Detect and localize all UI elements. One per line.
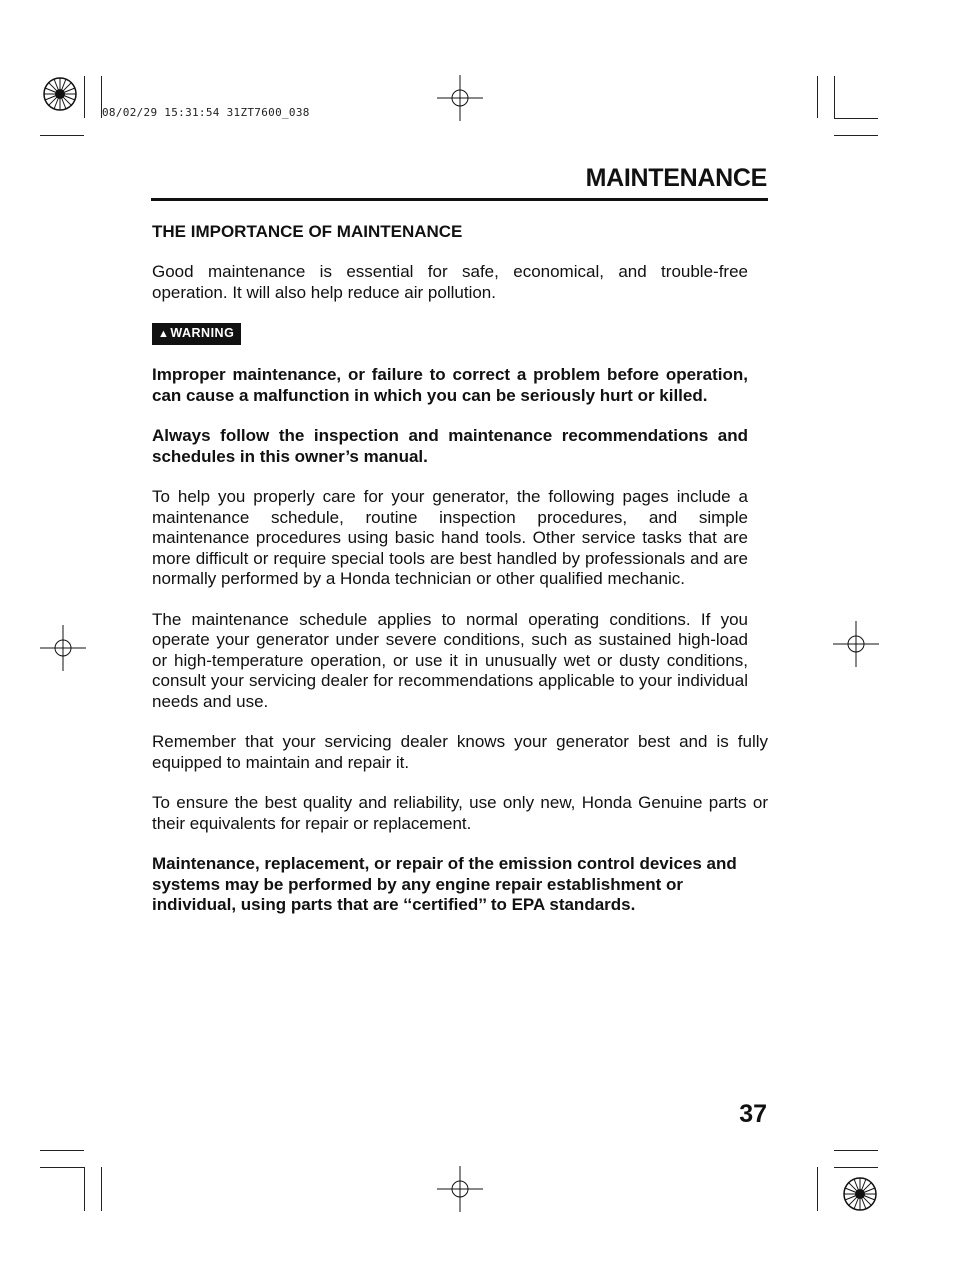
page-body — [152, 222, 768, 936]
warning-label-text: WARNING — [170, 326, 235, 340]
crosshair-icon — [437, 1166, 483, 1212]
crosshair-icon — [437, 75, 483, 121]
title-divider — [151, 198, 768, 201]
section-title: MAINTENANCE — [585, 164, 767, 192]
body-paragraph: Remember that your servicing dealer knows your generator best and is fully equipped to maintain and repair it. — [152, 732, 768, 772]
intro-paragraph: Good maintenance is essential for safe, economical, and trouble-free operation. It will also help reduce air pollution. — [152, 262, 748, 302]
body-paragraph: To help you properly care for your generator, the following pages include a maintenance schedule, routine inspection procedures, and simple maintenance procedures using basic hand tools. Other service tasks that are more difficult or require special tools are best handled by professionals and are normally performed by a Honda technician or other qualified mechanic. — [152, 487, 748, 588]
print-stamp: 08/02/29 15:31:54 31ZT7600_038 — [102, 106, 310, 119]
registration-target-icon — [40, 74, 80, 114]
page-number: 37 — [739, 1100, 767, 1128]
crosshair-icon — [40, 625, 86, 671]
body-paragraph: To ensure the best quality and reliability, use only new, Honda Genuine parts or their equivalents for repair or replacement. — [152, 793, 768, 833]
registration-target-icon — [840, 1174, 880, 1214]
warning-badge — [152, 323, 241, 345]
body-paragraph: The maintenance schedule applies to normal operating conditions. If you operate your generator under severe conditions, such as sustained high-load or high-temperature operation, or use it in unusually wet or dusty conditions, consult your servicing dealer for recommendations applicable to your individual needs and use. — [152, 609, 748, 711]
warning-text: Improper maintenance, or failure to correct a problem before operation, can cause a malfunction in which you can be seriously hurt or killed. — [152, 365, 748, 405]
emission-note: Maintenance, replacement, or repair of the emission control devices and systems may be performed by any engine repair establishment or individual, using parts that are ‘‘certified’’ to EPA standards. — [152, 854, 737, 914]
warning-triangle-icon: ▲ — [158, 328, 170, 340]
warning-followup: Always follow the inspection and maintenance recommendations and schedules in this owner’s manual. — [152, 426, 748, 466]
subheading: THE IMPORTANCE OF MAINTENANCE — [152, 222, 463, 241]
crosshair-icon — [833, 621, 879, 667]
